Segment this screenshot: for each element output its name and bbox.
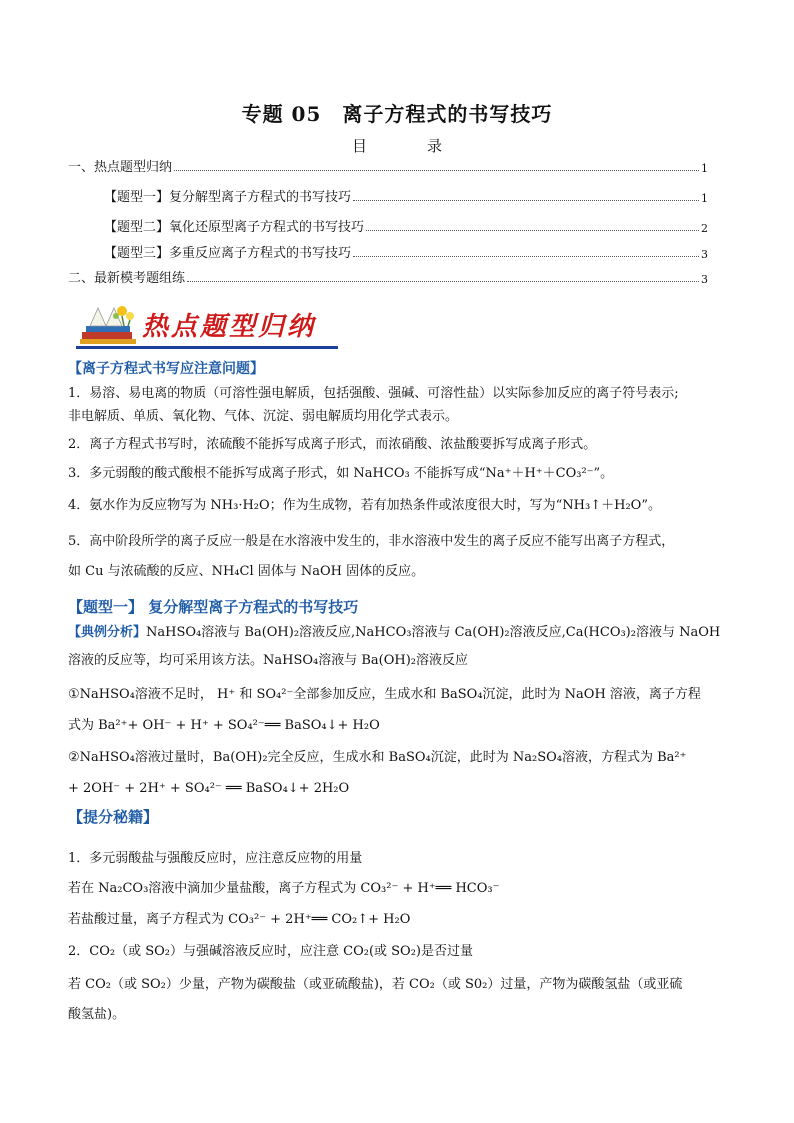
- type1-line: 式为 Ba²⁺+ OH⁻ + H⁺ + SO₄²⁻══ BaSO₄↓+ H₂O: [68, 718, 380, 733]
- section-banner: [76, 302, 338, 348]
- notes-line: 1．易溶、易电离的物质（可溶性强电解质，包括强酸、强碱、可溶性盐）以实际参加反应的离子符号表示;: [68, 386, 679, 401]
- toc-leader: [353, 255, 699, 257]
- toc-entry-label: 二、最新模考题组练: [68, 271, 186, 286]
- notes-line: 5．高中阶段所学的离子反应一般是在水溶液中发生的，非水溶液中发生的离子反应不能写出离子方程式，: [68, 534, 675, 549]
- toc-leader: [174, 169, 699, 171]
- toc-entry-label: 【题型三】多重反应离子方程式的书写技巧: [104, 246, 352, 261]
- toc-entry-page: 2: [701, 222, 708, 235]
- tips-line: 酸氢盐)。: [68, 1007, 126, 1022]
- type1-line: ②NaHSO₄溶液过量时，Ba(OH)₂完全反应，生成水和 BaSO₄沉淀，此时为 Na₂SO₄溶液，方程式为 Ba²⁺: [68, 750, 687, 765]
- tips-line: 若在 Na₂CO₃溶液中滴加少量盐酸，离子方程式为 CO₃²⁻ + H⁺══ HCO₃⁻: [68, 881, 500, 896]
- notes-line: 2．离子方程式书写时，浓硫酸不能拆写成离子形式，而浓硝酸、浓盐酸要拆写成离子形式。: [68, 437, 597, 452]
- toc-entry-page: 3: [701, 248, 708, 261]
- notes-line: 非电解质、单质、氧化物、气体、沉淀、弱电解质均用化学式表示。: [68, 409, 459, 424]
- tips-line: 2．CO₂（或 SO₂）与强碱溶液反应时，应注意 CO₂(或 SO₂)是否过量: [68, 944, 473, 959]
- analysis-label: 【典例分析】: [68, 625, 147, 640]
- toc-heading: 目录: [351, 137, 502, 155]
- toc-entry[interactable]: [104, 217, 708, 235]
- type1-line-text: NaHSO₄溶液与 Ba(OH)₂溶液反应,NaHCO₃溶液与 Ca(OH)₂溶液反应,Ca(HCO₃)₂溶液与 NaOH: [146, 625, 721, 640]
- toc-entry-label: 【题型一】复分解型离子方程式的书写技巧: [104, 190, 352, 205]
- banner-underline: [76, 346, 338, 349]
- tips-line: 若 CO₂（或 SO₂）少量，产物为碳酸盐（或亚硫酸盐)，若 CO₂（或 S0₂）过量，产物为碳酸氢盐（或亚硫: [68, 977, 683, 992]
- notes-line: 3．多元弱酸的酸式酸根不能拆写成离子形式，如 NaHCO₃ 不能拆写成“Na⁺＋H⁺＋CO₃²⁻”。: [68, 466, 614, 481]
- tips-heading: 【提分秘籍】: [68, 808, 159, 826]
- toc-entry-page: 1: [701, 162, 708, 175]
- toc-leader: [353, 199, 699, 201]
- toc-entry[interactable]: [104, 187, 708, 205]
- toc-entry-page: 3: [701, 273, 708, 286]
- type1-line: + 2OH⁻ + 2H⁺ + SO₄²⁻ ══ BaSO₄↓+ 2H₂O: [68, 781, 350, 796]
- document-title: 专题 05 离子方程式的书写技巧: [241, 102, 553, 126]
- tips-line: 若盐酸过量，离子方程式为 CO₃²⁻ + 2H⁺══ CO₂↑+ H₂O: [68, 912, 411, 927]
- toc-entry-label: 【题型二】氧化还原型离子方程式的书写技巧: [104, 220, 365, 235]
- tips-line: 1．多元弱酸盐与强酸反应时，应注意反应物的用量: [68, 851, 363, 866]
- toc-leader: [366, 229, 699, 231]
- type1-line: [68, 624, 732, 642]
- toc-leader: [187, 280, 699, 282]
- toc-entry[interactable]: [68, 157, 708, 175]
- type1-heading: 【题型一】 复分解型离子方程式的书写技巧: [68, 598, 359, 616]
- toc-entry-label: 一、热点题型归纳: [68, 160, 173, 175]
- notes-heading: 【离子方程式书写应注意问题】: [68, 361, 264, 377]
- toc-entry[interactable]: [104, 243, 708, 261]
- banner-title: 热点题型归纳: [142, 312, 317, 342]
- notes-line: 如 Cu 与浓硫酸的反应、NH₄Cl 固体与 NaOH 固体的反应。: [68, 564, 425, 579]
- toc-entry[interactable]: [68, 268, 708, 286]
- notes-line: 4．氨水作为反应物写为 NH₃·H₂O；作为生成物，若有加热条件或浓度很大时，写为“NH₃↑＋H₂O”。: [68, 498, 661, 513]
- type1-line: 溶液的反应等，均可采用该方法。NaHSO₄溶液与 Ba(OH)₂溶液反应: [68, 653, 469, 668]
- books-flowers-icon: [76, 302, 142, 348]
- type1-line: ①NaHSO₄溶液不足时， H⁺ 和 SO₄²⁻全部参加反应，生成水和 BaSO₄沉淀，此时为 NaOH 溶液，离子方程: [68, 687, 701, 702]
- toc-entry-page: 1: [701, 192, 708, 205]
